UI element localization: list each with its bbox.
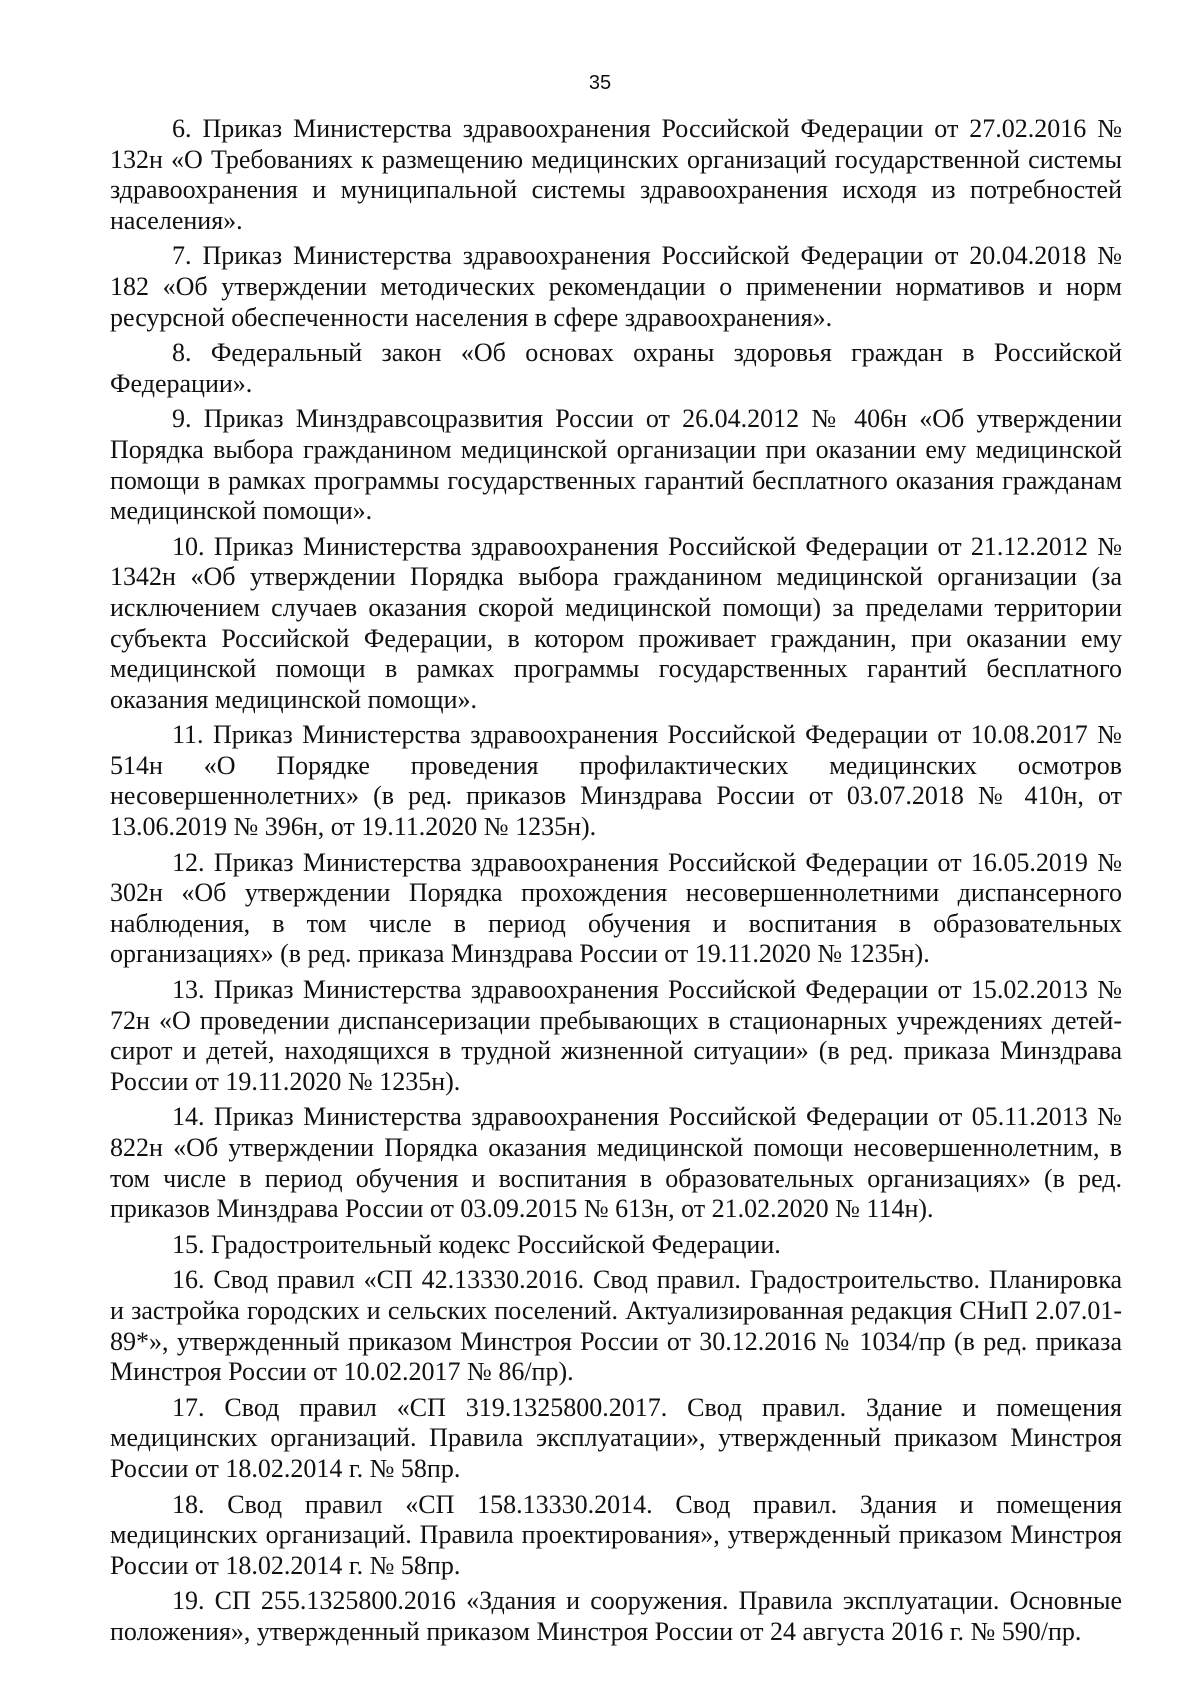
page-number: 35 xyxy=(588,72,612,94)
list-item: 10. Приказ Министерства здравоохранения Российской Федерации от 21.12.2012 № 1342н «Об утверждении Порядка выбора гражданином медицинской организации (за исключением случаев оказания скорой медицинской помощи) за пределами территории субъекта Российской Федерации, в котором проживает гражданин, при оказании ему медицинской помощи в рамках программы государственных гарантий бесплатного оказания медицинской помощи». xyxy=(110,531,1122,714)
list-item: 18. Свод правил «СП 158.13330.2014. Свод правил. Здания и помещения медицинских организаций. Правила проектирования», утвержденный приказом Минстроя России от 18.02.2014 г. № 58пр. xyxy=(110,1489,1122,1580)
list-item: 7. Приказ Министерства здравоохранения Российской Федерации от 20.04.2018 № 182 «Об утверждении методических рекомендации о применении нормативов и норм ресурсной обеспеченности населения в сфере здравоохранения». xyxy=(110,241,1122,332)
list-item: 15. Градостроительный кодекс Российской Федерации. xyxy=(172,1229,781,1259)
list-item: 14. Приказ Министерства здравоохранения Российской Федерации от 05.11.2013 № 822н «Об утверждении Порядка оказания медицинской помощи несовершеннолетним, в том числе в период обучения и воспитания в образовательных организациях» (в ред. приказов Минздрава России от 03.09.2015 № 613н, от 21.02.2020 № 114н). xyxy=(110,1102,1122,1224)
list-item: 19. СП 255.1325800.2016 «Здания и сооружения. Правила эксплуатации. Основные положения», утвержденный приказом Минстроя России от 24 августа 2016 г. № 590/пр. xyxy=(110,1586,1122,1646)
list-item: 11. Приказ Министерства здравоохранения Российской Федерации от 10.08.2017 № 514н «О Порядке проведения профилактических медицинских осмотров несовершеннолетних» (в ред. приказов Минздрава России от 03.07.2018 № 410н, от 13.06.2019 № 396н, от 19.11.2020 № 1235н). xyxy=(110,720,1122,842)
list-item: 16. Свод правил «СП 42.13330.2016. Свод правил. Градостроительство. Планировка и застройка городских и сельских поселений. Актуализированная редакция СНиП 2.07.01-89*», утвержденный приказом Минстроя России от 30.12.2016 № 1034/пр (в ред. приказа Минстроя России от 10.02.2017 № 86/пр). xyxy=(110,1265,1122,1387)
list-item: 17. Свод правил «СП 319.1325800.2017. Свод правил. Здание и помещения медицинских организаций. Правила эксплуатации», утвержденный приказом Минстроя России от 18.02.2014 г. № 58пр. xyxy=(110,1392,1122,1483)
list-item: 12. Приказ Министерства здравоохранения Российской Федерации от 16.05.2019 № 302н «Об утверждении Порядка прохождения несовершеннолетними диспансерного наблюдения, в том числе в период обучения и воспитания в образовательных организациях» (в ред. приказа Минздрава России от 19.11.2020 № 1235н). xyxy=(110,847,1122,969)
list-item: 13. Приказ Министерства здравоохранения Российской Федерации от 15.02.2013 № 72н «О проведении диспансеризации пребывающих в стационарных учреждениях детей-сирот и детей, находящихся в трудной жизненной ситуации» (в ред. приказа Минздрава России от 19.11.2020 № 1235н). xyxy=(110,975,1122,1096)
list-item: 9. Приказ Минздравсоцразвития России от 26.04.2012 № 406н «Об утверждении Порядка выбора гражданином медицинской организации при оказании ему медицинской помощи в рамках программы государственных гарантий бесплатного оказания гражданам медицинской помощи». xyxy=(110,404,1122,526)
document-body xyxy=(110,114,1122,1653)
list-item: 6. Приказ Министерства здравоохранения Российской Федерации от 27.02.2016 № 132н «О Требованиях к размещению медицинских организаций государственной системы здравоохранения и муниципальной системы здравоохранения исходя из потребностей населения». xyxy=(110,114,1122,235)
list-item: 8. Федеральный закон «Об основах охраны здоровья граждан в Российской Федерации». xyxy=(110,338,1122,398)
